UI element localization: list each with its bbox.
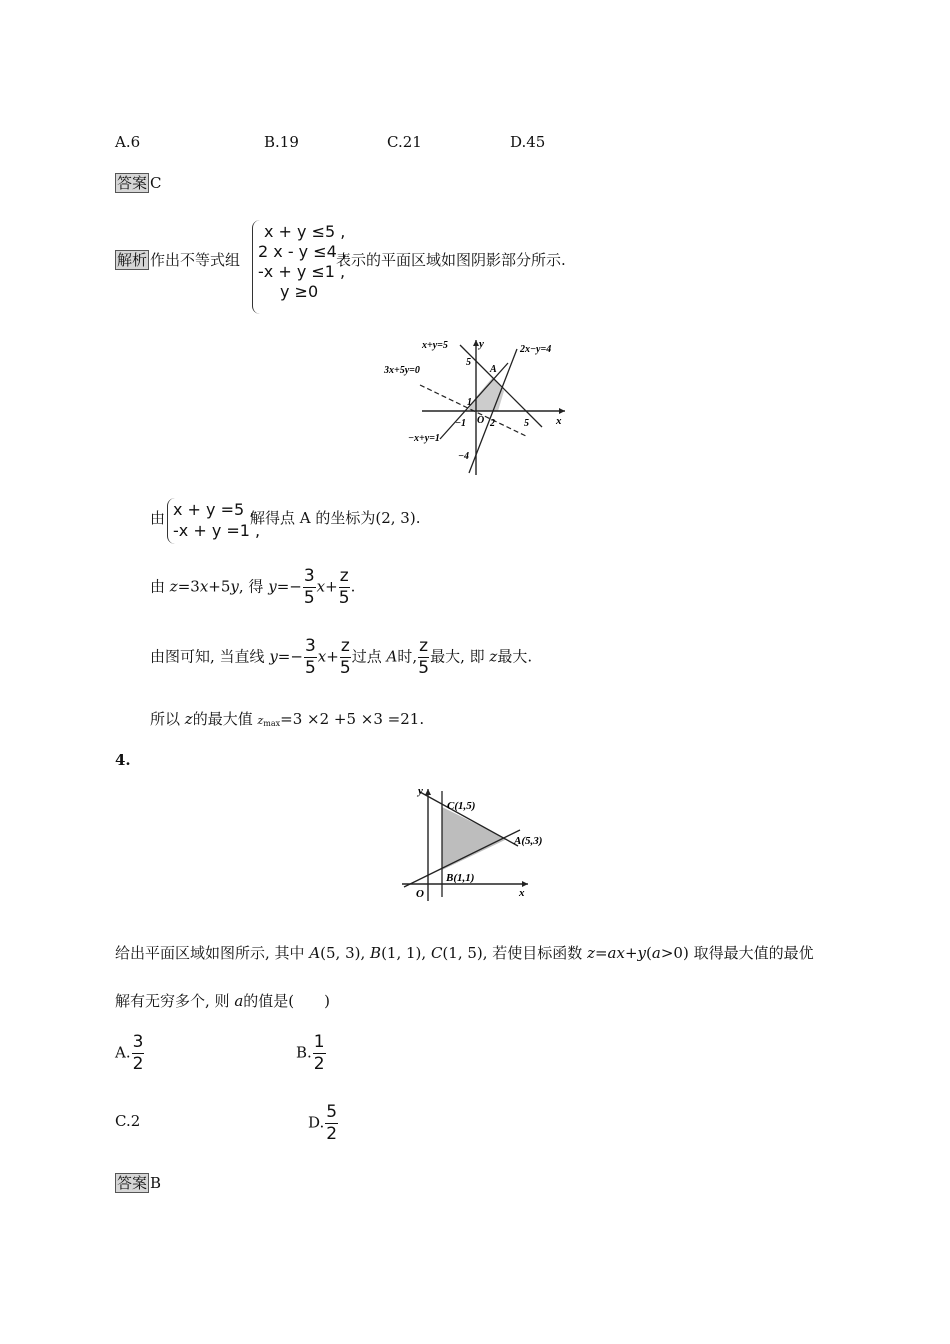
x-axis-arrow — [559, 408, 565, 414]
text: , 得 — [238, 577, 269, 596]
var-y: y — [637, 944, 647, 962]
q4-option-b — [296, 1034, 327, 1073]
var-a: a — [234, 992, 244, 1010]
q4-number: 4. — [115, 751, 131, 769]
q4-option-c: C.2 — [115, 1112, 141, 1130]
ineq-3: -x + y ≤1 , — [258, 262, 346, 281]
numerator: 3 — [304, 636, 316, 656]
option-label: B. — [296, 1043, 312, 1062]
fraction — [339, 568, 350, 607]
numerator: z — [340, 636, 350, 656]
text: 由 — [150, 577, 170, 596]
fraction — [325, 1104, 338, 1143]
tick-5y: 5 — [466, 357, 471, 368]
denominator: 5 — [303, 588, 315, 608]
tick-neg1x: −1 — [455, 418, 467, 429]
var-a: a — [607, 944, 617, 962]
q3-option-d: D.45 — [510, 133, 546, 151]
label-l1: x+y=5 — [422, 340, 448, 351]
var-a: a — [651, 944, 661, 962]
var-x: x — [199, 577, 209, 596]
label-l2: 2x−y=4 — [520, 344, 552, 355]
text: 所以 — [150, 710, 185, 728]
ineq-1: x + y ≤5 , — [264, 222, 346, 241]
fraction — [340, 638, 351, 677]
q3-answer-line — [115, 173, 162, 193]
denominator: 2 — [132, 1054, 144, 1074]
answer-value: C — [150, 174, 162, 192]
eq-1: x + y =5 , — [173, 500, 255, 519]
text: 由图可知, 当直线 — [150, 647, 270, 666]
label-point-b: B(1,1) — [446, 872, 475, 884]
text: =3 ×2 +5 ×3 =21. — [280, 710, 425, 728]
fraction — [132, 1034, 145, 1073]
var-z: z — [587, 944, 595, 962]
text: +5 — [208, 577, 231, 596]
label-origin: O — [416, 888, 424, 900]
text: 最大, 即 — [430, 647, 490, 666]
step3-line — [150, 638, 532, 677]
denominator: 5 — [339, 658, 351, 678]
step2-line — [150, 568, 355, 607]
var-a-point: A — [386, 647, 398, 666]
text: 的值是( ) — [243, 992, 330, 1010]
line-x-plus-y-5 — [460, 345, 542, 427]
tick-neg4y: −4 — [458, 451, 470, 462]
option-label: A. — [115, 1043, 131, 1062]
var-y: y — [269, 647, 278, 666]
var-z-max: z — [257, 714, 264, 727]
var-x: x — [316, 577, 326, 596]
text: =− — [277, 647, 303, 666]
ineq-4: y ≥0 — [280, 282, 319, 301]
label-l4: −x+y=1 — [408, 433, 440, 444]
text: (5, 3), — [320, 944, 371, 962]
denominator: 5 — [418, 658, 430, 678]
analysis-tag-line — [115, 250, 240, 270]
denominator: 5 — [338, 588, 350, 608]
numerator: z — [419, 636, 429, 656]
fraction — [304, 638, 317, 677]
text: + — [624, 944, 638, 962]
fraction — [303, 568, 316, 607]
q4-option-d — [308, 1104, 339, 1143]
inequality-system — [252, 220, 347, 314]
var-a-point: A — [309, 944, 321, 962]
numerator: 3 — [303, 566, 315, 586]
analysis-suffix: 表示的平面区域如图阴影部分所示. — [336, 251, 566, 269]
eq-2: -x + y =1 , — [173, 521, 261, 540]
text: + — [325, 577, 338, 596]
denominator: 2 — [326, 1124, 338, 1144]
numerator: z — [339, 566, 349, 586]
var-x: x — [616, 944, 625, 962]
label-x: x — [519, 887, 525, 899]
shaded-region — [468, 377, 504, 411]
text: 给出平面区域如图所示, 其中 — [115, 944, 310, 962]
feasible-region-figure-2 — [398, 783, 558, 905]
numerator: 1 — [313, 1032, 325, 1052]
text: ( — [646, 944, 652, 962]
text: 过点 — [351, 647, 387, 666]
label-point-a: A(5,3) — [514, 835, 543, 847]
q4-stem-line2 — [115, 991, 330, 1011]
step1-suffix: 解得点 A 的坐标为(2, 3). — [250, 509, 421, 527]
var-z: z — [169, 577, 178, 596]
label-l3: 3x+5y=0 — [384, 365, 420, 376]
text: 解有无穷多个, 则 — [115, 992, 235, 1010]
var-x: x — [317, 647, 327, 666]
text: 的最大值 — [192, 710, 258, 728]
answer-tag: 答案 — [117, 174, 148, 192]
feasible-region-figure-1 — [380, 335, 570, 477]
text: (1, 5), 若使目标函数 — [442, 944, 588, 962]
q3-option-c: C.21 — [387, 133, 422, 151]
tick-5x: 5 — [524, 418, 529, 429]
tick-1y: 1 — [467, 397, 472, 408]
text: >0) 取得最大值的最优 — [660, 944, 814, 962]
text: =3 — [177, 577, 200, 596]
analysis-prefix: 作出不等式组 — [150, 251, 241, 269]
label-x: x — [556, 415, 562, 427]
subscript-max: max — [263, 719, 281, 728]
text: 最大. — [497, 647, 533, 666]
answer-tag: 答案 — [117, 1174, 148, 1192]
y-axis-arrow — [425, 789, 431, 795]
var-c-point: C — [430, 944, 443, 962]
answer-value: B — [150, 1174, 162, 1192]
q4-answer-line — [115, 1173, 161, 1193]
denominator: 5 — [304, 658, 316, 678]
label-y: y — [479, 338, 484, 350]
option-label: D. — [308, 1113, 325, 1132]
q4-option-a — [115, 1034, 145, 1073]
text: (1, 1), — [381, 944, 431, 962]
numerator: 5 — [326, 1102, 338, 1122]
q3-option-b: B.19 — [264, 133, 299, 151]
numerator: 3 — [132, 1032, 144, 1052]
var-y: y — [268, 577, 277, 596]
text: . — [350, 577, 356, 596]
ineq-2: 2 x - y ≤4 , — [258, 242, 347, 261]
step1-prefix: 由 — [150, 509, 166, 527]
tick-2x: 2 — [490, 418, 495, 429]
step1-system — [167, 498, 260, 544]
var-b-point: B — [370, 944, 382, 962]
text: =− — [276, 577, 302, 596]
fraction — [418, 638, 429, 677]
shaded-triangle — [442, 807, 507, 870]
var-z: z — [489, 647, 498, 666]
denominator: 2 — [313, 1054, 325, 1074]
text: 时, — [397, 647, 418, 666]
analysis-tag: 解析 — [117, 251, 148, 269]
var-z: z — [184, 710, 193, 728]
step4-line — [150, 709, 424, 734]
text: = — [594, 944, 608, 962]
label-point-a: A — [490, 364, 497, 375]
label-point-c: C(1,5) — [447, 800, 476, 812]
q3-option-a: A.6 — [115, 133, 141, 151]
fraction — [313, 1034, 326, 1073]
var-y: y — [230, 577, 239, 596]
label-y: y — [418, 785, 423, 797]
q4-stem-line1 — [115, 943, 814, 963]
text: + — [326, 647, 339, 666]
label-origin: O — [477, 415, 485, 426]
